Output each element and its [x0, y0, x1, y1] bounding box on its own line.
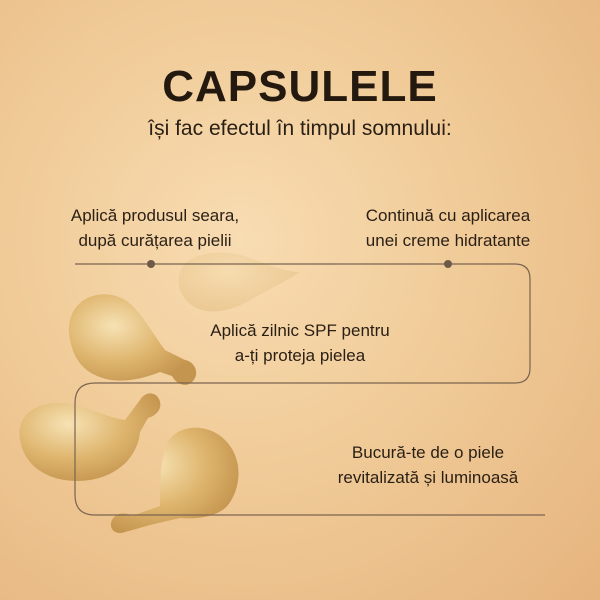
step-spf: [180, 318, 420, 368]
step-line: unei creme hidratante: [365, 231, 531, 250]
page-subtitle: își fac efectul în timpul somnului:: [148, 117, 452, 140]
capsule-2: [19, 393, 160, 481]
step-line: Aplică produsul seara,: [70, 206, 240, 225]
page-title: CAPSULELE: [162, 62, 438, 111]
step-line: revitalizată și luminoasă: [337, 468, 519, 487]
timeline-dot-1: [147, 260, 155, 268]
capsule-1: [69, 294, 196, 385]
step-line: Continuă cu aplicarea: [365, 206, 531, 225]
step-line: Bucură-te de o piele: [351, 443, 505, 462]
step-line: Aplică zilnic SPF pentru: [210, 321, 390, 340]
capsule-faint: [179, 253, 300, 312]
step-result: [306, 440, 550, 490]
step-line: a-ți proteja pielea: [234, 346, 366, 365]
step-moisturizer: [326, 203, 570, 253]
step-line: după curățarea pielii: [78, 231, 232, 250]
timeline-dot-2: [444, 260, 452, 268]
step-apply-evening: [35, 203, 275, 253]
